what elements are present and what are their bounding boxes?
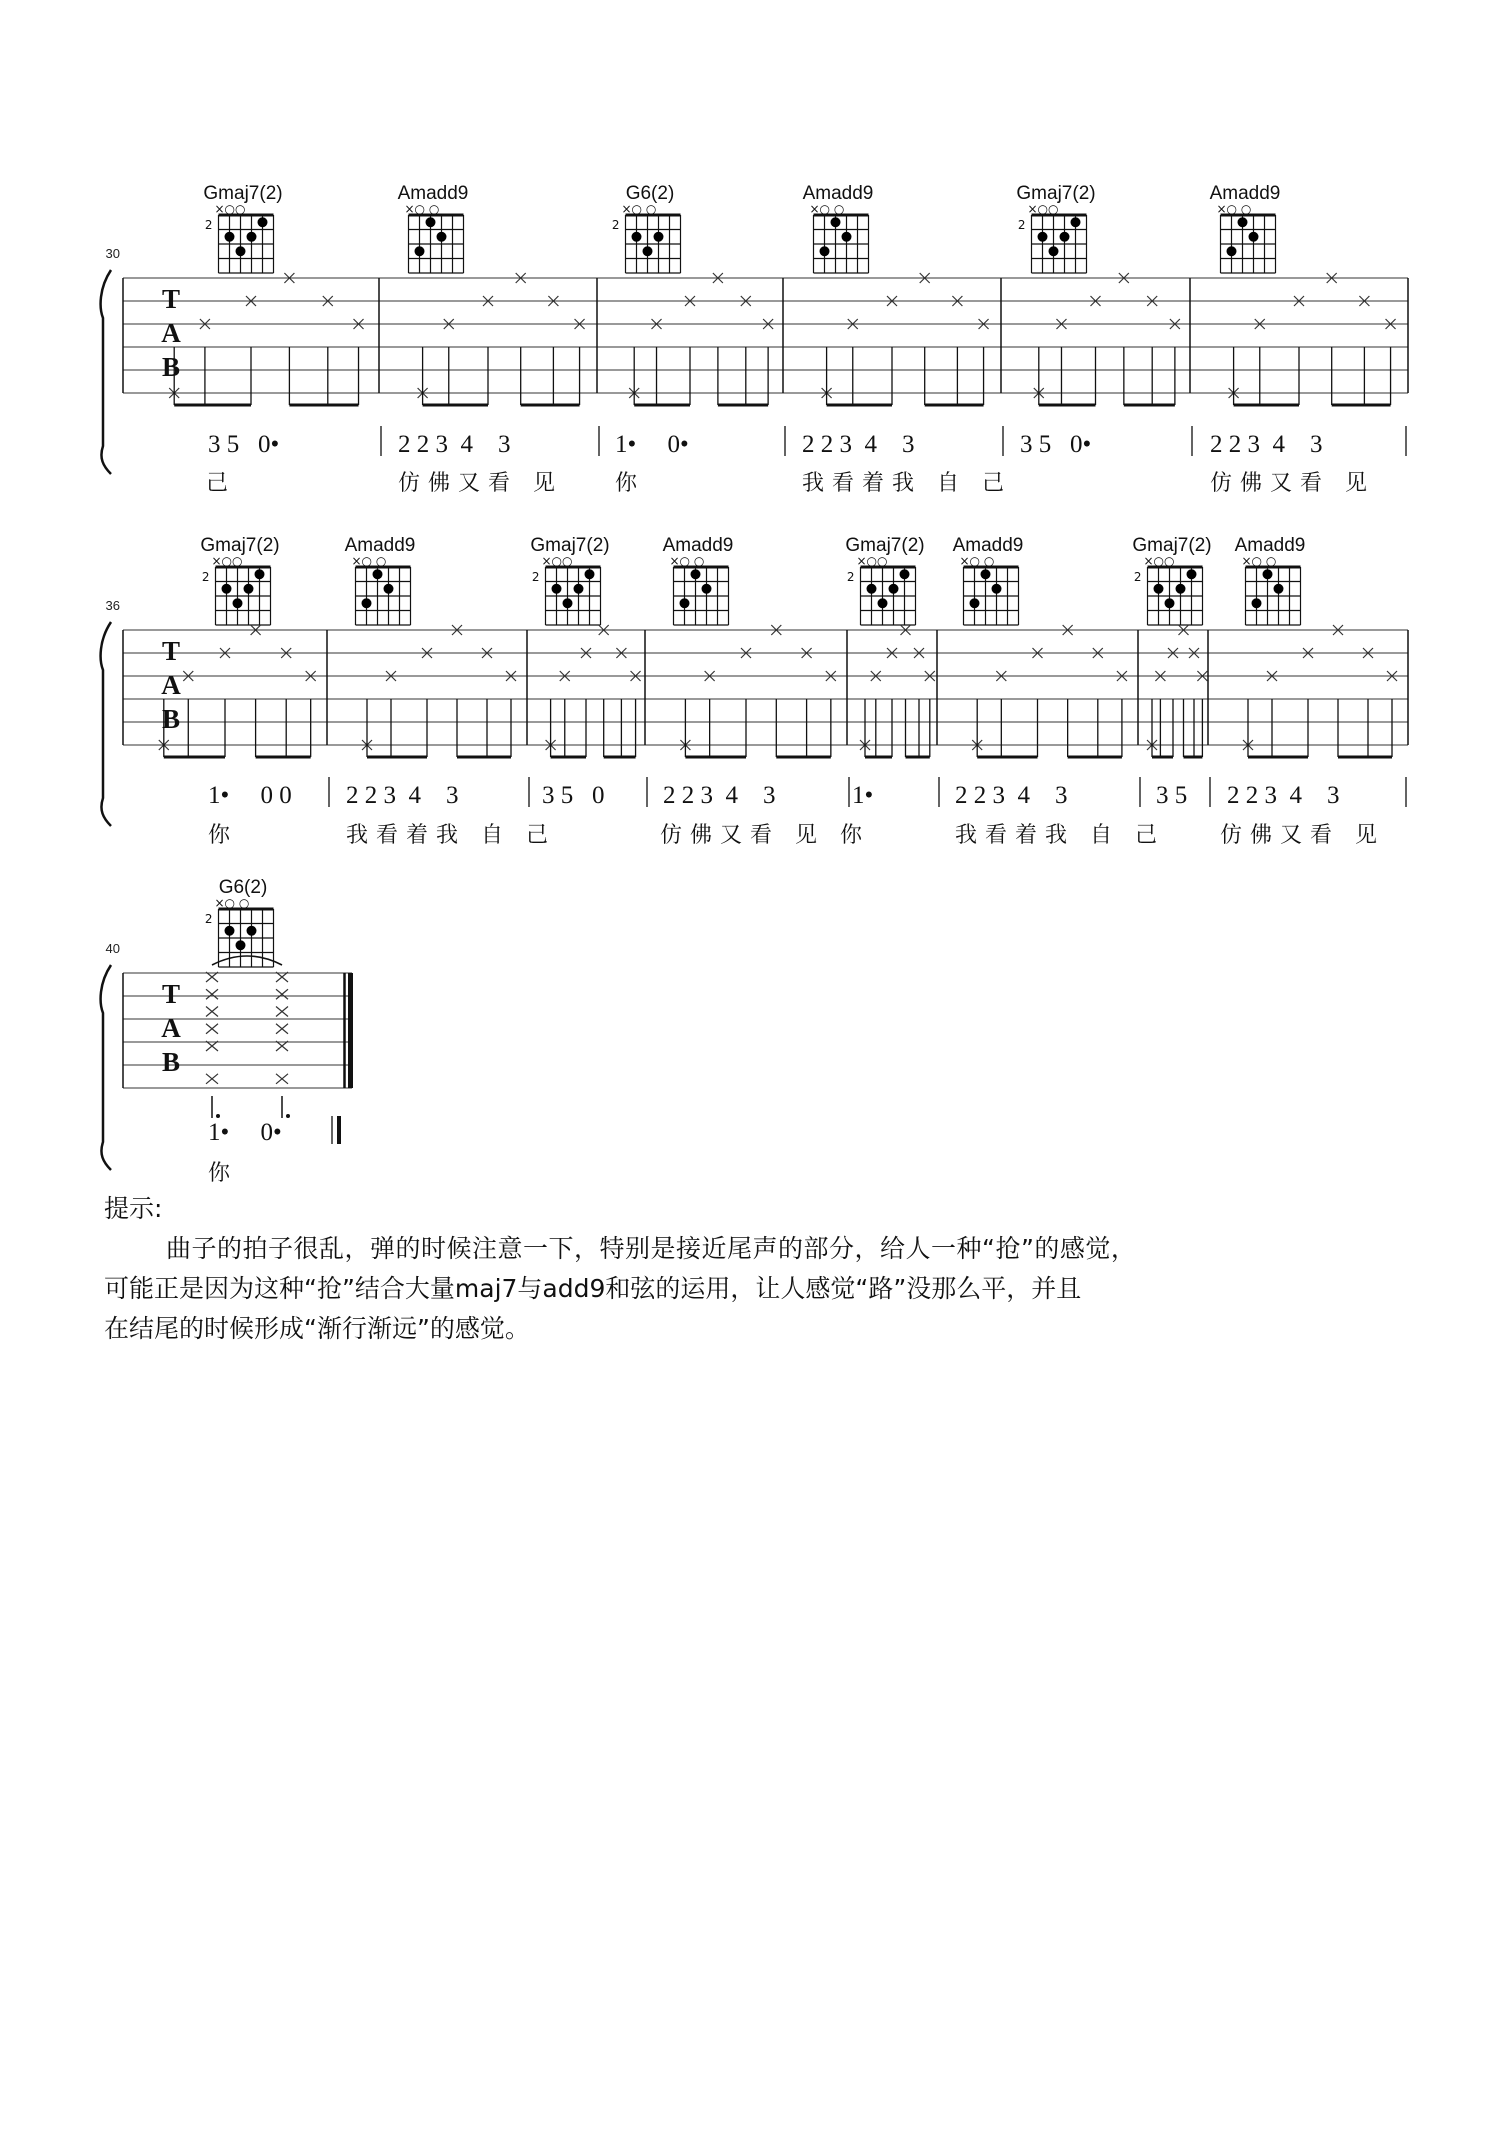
jianpu-measure: 3 5 0• [208, 431, 280, 458]
finger-dot [1060, 232, 1070, 242]
finger-dot [236, 246, 246, 256]
chord-name: Amadd9 [662, 535, 734, 556]
finger-dot [247, 232, 257, 242]
finger-dot [1154, 584, 1164, 594]
finger-dot [258, 217, 268, 227]
fret-number: 2 [846, 570, 855, 584]
tab-clef-letter: A [161, 1013, 181, 1043]
system-bracket [101, 270, 111, 474]
finger-dot [691, 569, 701, 579]
jianpu-measure: 2 2 3 4 3 [346, 782, 459, 809]
dot [286, 1114, 290, 1118]
tab-note-x [206, 989, 218, 999]
chord-diagram [1132, 535, 1211, 625]
lyric-phrase: 你 [615, 471, 646, 496]
finger-dot [1038, 232, 1048, 242]
string-markers: ×○○ [1027, 202, 1059, 216]
fret-number: 2 [1133, 570, 1142, 584]
string-markers: ×○ ○ [621, 202, 657, 216]
jianpu-measure: 2 2 3 4 3 [398, 431, 511, 458]
string-markers: ×○ ○ [351, 554, 387, 568]
chord-diagram [953, 535, 1024, 625]
chord-diagram [398, 183, 469, 273]
lyric-phrase: 我看着我 自 己 [346, 823, 556, 848]
system-bracket [101, 965, 111, 1170]
note-line-3: 在结尾的时候形成“渐行渐远”的感觉。 [104, 1314, 530, 1343]
tab-system-2 [101, 535, 1408, 848]
finger-dot [1187, 569, 1197, 579]
lyric-phrase: 你 [208, 1161, 239, 1186]
chord-diagram [530, 535, 609, 625]
chord-name: G6(2) [625, 183, 675, 204]
chord-diagram [205, 877, 274, 967]
string-markers: ×○ ○ [669, 554, 705, 568]
lyric-phrase: 仿佛又看 见 [398, 471, 563, 496]
jianpu-measure: 2 2 3 4 3 [1227, 782, 1340, 809]
finger-dot [585, 569, 595, 579]
chord-name: Amadd9 [1234, 535, 1306, 556]
finger-dot [563, 598, 573, 608]
finger-dot [384, 584, 394, 594]
tab-clef-letter: B [161, 704, 181, 734]
finger-dot [1249, 232, 1259, 242]
fret-number: 2 [201, 570, 210, 584]
chord-diagram [845, 535, 924, 625]
string-markers: ×○○ [1143, 554, 1175, 568]
jianpu-measure: 1• 0 0 [208, 782, 292, 809]
lyric-phrase: 仿佛又看 见 [1210, 471, 1375, 496]
finger-dot [1252, 598, 1262, 608]
jianpu-measure: 1• 0• [208, 1119, 282, 1146]
finger-dot [222, 584, 232, 594]
chord-name: Gmaj7(2) [530, 535, 610, 556]
tab-note-x [206, 1007, 218, 1017]
string-markers: ×○○ [214, 202, 246, 216]
finger-dot [992, 584, 1002, 594]
chord-name: Gmaj7(2) [845, 535, 925, 556]
chord-name: Amadd9 [802, 183, 874, 204]
finger-dot [426, 217, 436, 227]
finger-dot [842, 232, 852, 242]
performance-note [104, 1189, 1414, 1349]
tab-clef-letter: T [161, 979, 181, 1009]
bar-number: 30 [105, 246, 120, 261]
finger-dot [1263, 569, 1273, 579]
string-markers: ×○ ○ [214, 896, 250, 910]
note-heading: 提示: [104, 1194, 163, 1223]
jianpu-final-barline [337, 1116, 341, 1144]
jianpu-measure: 3 5 0• [1020, 431, 1092, 458]
chord-name: G6(2) [218, 877, 268, 898]
finger-dot [867, 584, 877, 594]
finger-dot [643, 246, 653, 256]
chord-name: Amadd9 [952, 535, 1024, 556]
chord-name: Amadd9 [397, 183, 469, 204]
chord-diagram [345, 535, 416, 625]
tab-system-1 [101, 183, 1408, 496]
tab-note-x [276, 989, 288, 999]
string-markers: ×○ ○ [809, 202, 845, 216]
jianpu-measure: 2 2 3 4 3 [955, 782, 1068, 809]
finger-dot [970, 598, 980, 608]
finger-dot [233, 598, 243, 608]
finger-dot [437, 232, 447, 242]
lyric-phrase: 仿佛又看 见 你 [660, 823, 870, 848]
finger-dot [680, 598, 690, 608]
tab-note-x [276, 1007, 288, 1017]
finger-dot [632, 232, 642, 242]
jianpu-measure: 1• 0• [615, 431, 689, 458]
finger-dot [831, 217, 841, 227]
tab-clef-letter: A [161, 670, 181, 700]
tab-clef-letter: T [161, 636, 181, 666]
finger-dot [552, 584, 562, 594]
lyric-phrase: 仿佛又看 见 [1220, 823, 1385, 848]
finger-dot [1049, 246, 1059, 256]
fret-number: 2 [1017, 218, 1026, 232]
chord-name: Gmaj7(2) [1016, 183, 1096, 204]
jianpu-measure: 2 2 3 4 3 [1210, 431, 1323, 458]
chord-diagram [200, 535, 279, 625]
tab-clef-letter: B [161, 352, 181, 382]
chord-name: Amadd9 [1209, 183, 1281, 204]
note-line-1: 曲子的拍子很乱，弹的时候注意一下，特别是接近尾声的部分，给人一种“抢”的感觉， [166, 1234, 1137, 1263]
finger-dot [981, 569, 991, 579]
finger-dot [654, 232, 664, 242]
finger-dot [1274, 584, 1284, 594]
finger-dot [415, 246, 425, 256]
string-markers: ×○ ○ [1241, 554, 1277, 568]
finger-dot [247, 926, 257, 936]
string-markers: ×○ ○ [959, 554, 995, 568]
tab-note-x [206, 1074, 218, 1084]
finger-dot [373, 569, 383, 579]
lyric-phrase: 你 [208, 823, 239, 848]
finger-dot [900, 569, 910, 579]
chord-name: Gmaj7(2) [203, 183, 283, 204]
lyric-phrase: 我看着我 自 己 [802, 471, 1012, 496]
finger-dot [255, 569, 265, 579]
chord-name: Gmaj7(2) [1132, 535, 1212, 556]
jianpu-measure: 3 5 0 [542, 782, 605, 809]
dot [216, 1114, 220, 1118]
finger-dot [820, 246, 830, 256]
jianpu-measure: 2 2 3 4 3 [663, 782, 776, 809]
final-barline [348, 973, 353, 1088]
finger-dot [889, 584, 899, 594]
string-markers: ×○○ [856, 554, 888, 568]
fret-number: 2 [611, 218, 620, 232]
chord-diagram [663, 535, 734, 625]
fret-number: 2 [204, 912, 213, 926]
tab-clef-letter: A [161, 318, 181, 348]
finger-dot [1071, 217, 1081, 227]
tab-note-x [276, 1074, 288, 1084]
finger-dot [574, 584, 584, 594]
chord-diagram [1235, 535, 1306, 625]
jianpu-measure: 2 2 3 4 3 [802, 431, 915, 458]
finger-dot [244, 584, 254, 594]
finger-dot [878, 598, 888, 608]
tie [212, 956, 282, 965]
lyric-phrase: 己 [206, 471, 237, 496]
string-markers: ×○ ○ [1216, 202, 1252, 216]
string-markers: ×○○ [211, 554, 243, 568]
jianpu-measure: 1• [852, 782, 874, 809]
chord-diagram [203, 183, 282, 273]
lyric-phrase: 我看着我 自 己 [955, 823, 1165, 848]
finger-dot [225, 926, 235, 936]
string-markers: ×○○ [541, 554, 573, 568]
finger-dot [236, 940, 246, 950]
chord-diagram [1210, 183, 1281, 273]
tab-clef-letter: T [161, 284, 181, 314]
bar-number: 40 [105, 941, 120, 956]
tab-note-x [206, 1024, 218, 1034]
tab-note-x [276, 1024, 288, 1034]
fret-number: 2 [531, 570, 540, 584]
bar-number: 36 [105, 598, 120, 613]
finger-dot [225, 232, 235, 242]
finger-dot [1176, 584, 1186, 594]
finger-dot [1227, 246, 1237, 256]
system-bracket [101, 622, 111, 826]
fret-number: 2 [204, 218, 213, 232]
finger-dot [1165, 598, 1175, 608]
jianpu-measure: 3 5 [1156, 782, 1188, 809]
finger-dot [362, 598, 372, 608]
chord-diagram [803, 183, 874, 273]
finger-dot [1238, 217, 1248, 227]
chord-name: Gmaj7(2) [200, 535, 280, 556]
finger-dot [702, 584, 712, 594]
tab-clef-letter: B [161, 1047, 181, 1077]
string-markers: ×○ ○ [404, 202, 440, 216]
chord-diagram [1016, 183, 1095, 273]
chord-name: Amadd9 [344, 535, 416, 556]
tab-system-3 [101, 877, 353, 1186]
chord-diagram [612, 183, 681, 273]
note-line-2: 可能正是因为这种“抢”结合大量maj7与add9和弦的运用，让人感觉“路”没那么平，并且 [104, 1274, 1082, 1303]
